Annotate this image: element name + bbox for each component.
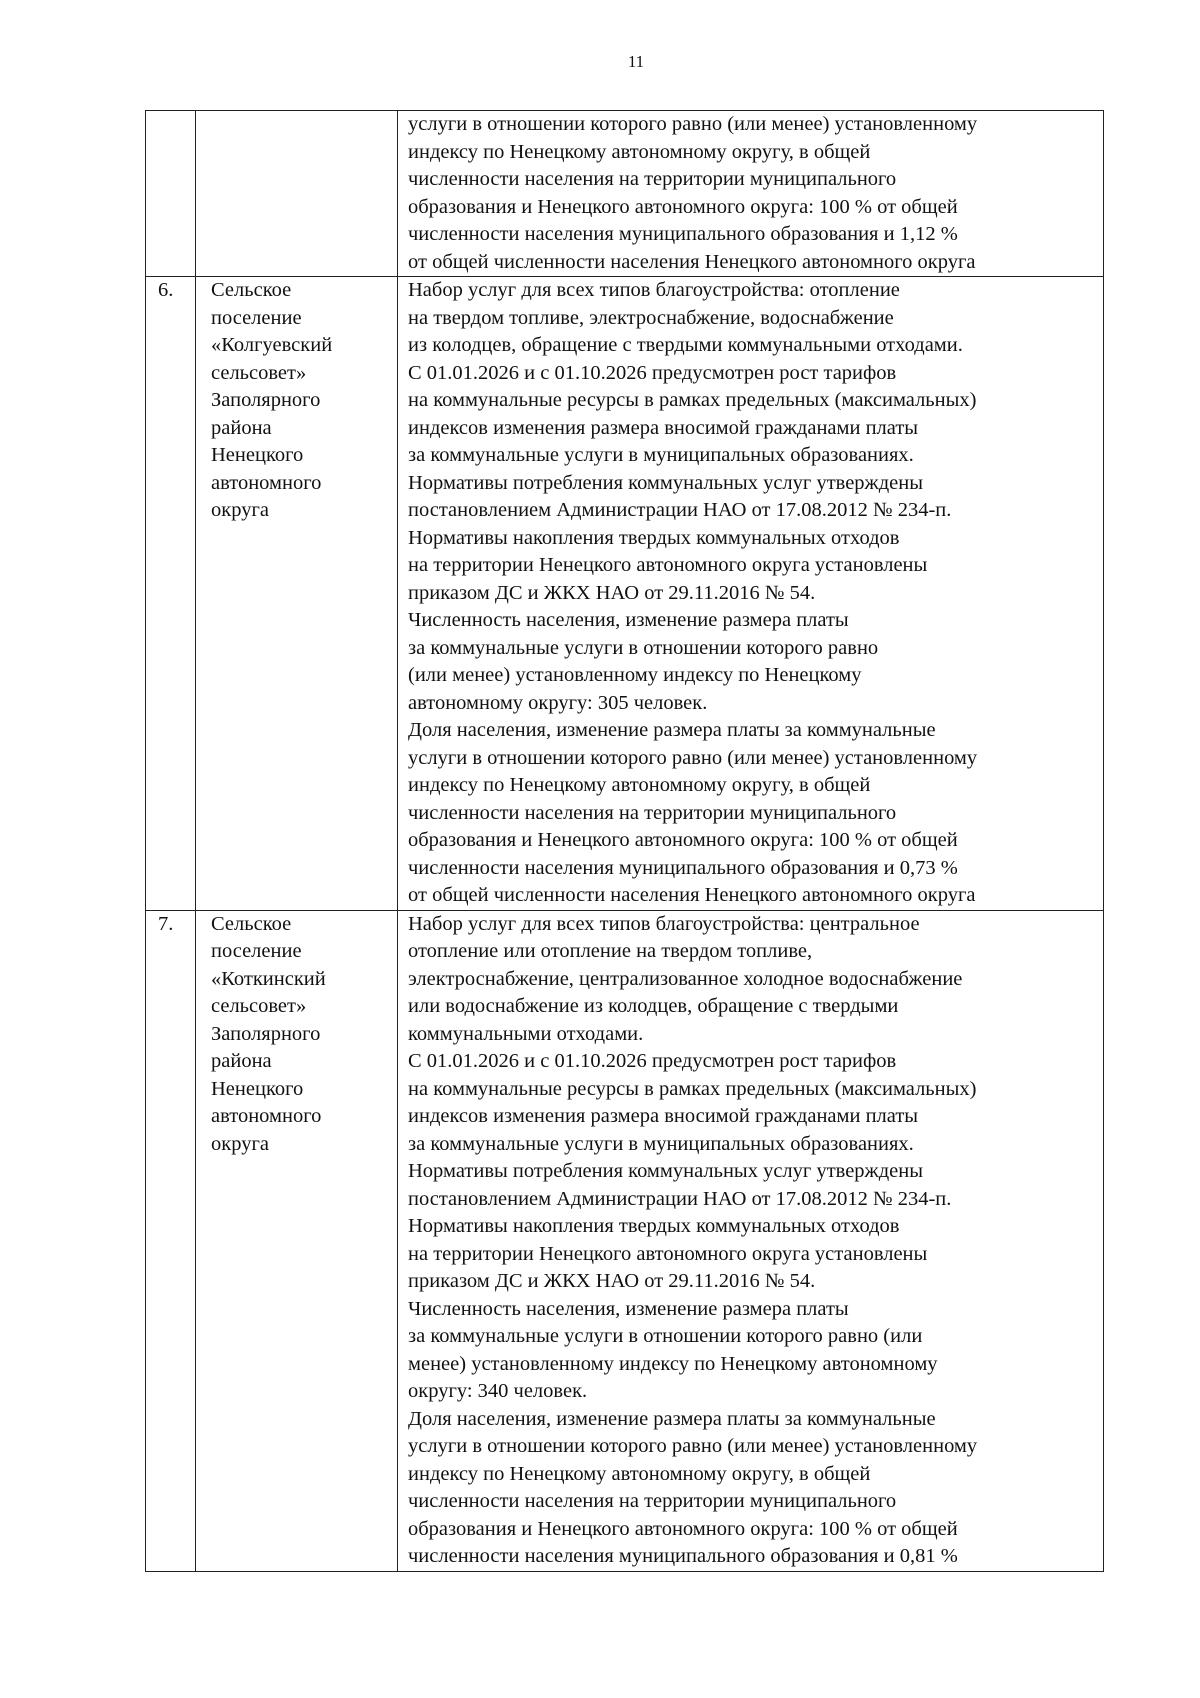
description-line: за коммунальные услуги в муниципальных образованиях.: [408, 444, 914, 466]
description-line: округу: 340 человек.: [408, 1380, 588, 1402]
description-line: услуги в отношении которого равно (или менее) установленному: [408, 746, 978, 769]
description-line: Нормативы потребления коммунальных услуг утверждены: [408, 1160, 923, 1182]
description-line: индексов изменения размера вносимой гражданами платы: [408, 416, 919, 439]
table-row: [146, 277, 1104, 911]
description-line: Набор услуг для всех типов благоустройства: отопление: [408, 279, 900, 301]
description-line: постановлением Администрации НАО от 17.08.2012 № 234-п.: [408, 499, 952, 521]
description-line: численности населения муниципального образования и 0,81 %: [408, 1545, 958, 1567]
description-line: С 01.01.2026 и с 01.10.2026 предусмотрен рост тарифов: [408, 361, 897, 384]
description-line: Нормативы накопления твердых коммунальных отходов: [408, 526, 900, 549]
municipality-name-line: округа: [211, 499, 269, 521]
municipality-name: [196, 910, 398, 1571]
description-line: постановлением Администрации НАО от 17.08.2012 № 234-п.: [408, 1187, 952, 1210]
description-line: численности населения на территории муниципального: [408, 801, 897, 824]
description-line: образования и Ненецкого автономного округа: 100 % от общей: [408, 1517, 958, 1540]
description-line: численности населения муниципального образования и 0,73 %: [408, 856, 958, 879]
description-line: Доля населения, изменение размера платы за коммунальные: [408, 1407, 936, 1430]
municipality-name-line: Ненецкого: [211, 444, 304, 466]
table-row: [146, 111, 1104, 277]
municipality-name-line: Ненецкого: [211, 1077, 304, 1100]
description-line: (или менее) установленному индексу по Ненецкому: [408, 664, 862, 686]
municipality-name-line: Сельское: [211, 279, 292, 301]
description-line: индексу по Ненецкому автономному округу, в общей: [408, 140, 871, 163]
description-line: услуги в отношении которого равно (или менее) установленному: [408, 1435, 978, 1457]
description-line: Нормативы потребления коммунальных услуг утверждены: [408, 471, 923, 494]
municipality-name-line: Заполярного: [211, 389, 321, 411]
description-line: от общей численности населения Ненецкого автономного округа: [408, 250, 976, 273]
row-number: 6.: [146, 277, 196, 911]
description: [398, 910, 1104, 1571]
description-line: электроснабжение, централизованное холодное водоснабжение: [408, 967, 963, 990]
description-line: из колодцев, обращение с твердыми коммунальными отходами.: [408, 334, 963, 356]
description-line: образования и Ненецкого автономного округа: 100 % от общей: [408, 829, 958, 851]
description-line: С 01.01.2026 и с 01.10.2026 предусмотрен рост тарифов: [408, 1050, 897, 1072]
row-number: [146, 111, 196, 277]
description-line: за коммунальные услуги в муниципальных образованиях.: [408, 1132, 914, 1155]
municipality-name: [196, 277, 398, 911]
description-line: коммунальными отходами.: [408, 1022, 644, 1045]
description-line: на твердом топливе, электроснабжение, водоснабжение: [408, 306, 894, 329]
description: [398, 111, 1104, 277]
page-number: 11: [627, 52, 645, 71]
description-line: за коммунальные услуги в отношении которого равно (или: [408, 1325, 923, 1347]
description-line: Набор услуг для всех типов благоустройства: центральное: [408, 912, 920, 935]
municipality-name-line: округа: [211, 1132, 269, 1155]
description-line: на территории Ненецкого автономного округа установлены: [408, 554, 928, 576]
municipality-name-line: Сельское: [211, 912, 292, 935]
description-line: менее) установленному индексу по Ненецкому автономному: [408, 1352, 938, 1375]
description-line: численности населения на территории муниципального: [408, 1490, 897, 1512]
municipality-name-line: автономного: [211, 1105, 322, 1127]
description-line: от общей численности населения Ненецкого автономного округа: [408, 884, 976, 906]
municipality-name-line: Заполярного: [211, 1022, 321, 1045]
municipality-name: [196, 111, 398, 277]
description-line: отопление или отопление на твердом топливе,: [408, 940, 813, 962]
description-line: приказом ДС и ЖКХ НАО от 29.11.2016 № 54.: [408, 1270, 816, 1292]
description-line: Доля населения, изменение размера платы за коммунальные: [408, 719, 936, 741]
municipality-name-line: района: [211, 416, 272, 439]
tariff-table: [145, 110, 1104, 1572]
description-line: приказом ДС и ЖКХ НАО от 29.11.2016 № 54.: [408, 581, 816, 604]
description: [398, 277, 1104, 911]
description-line: автономному округу: 305 человек.: [408, 691, 708, 714]
description-line: индексу по Ненецкому автономному округу, в общей: [408, 1462, 871, 1485]
description-line: численности населения на территории муниципального: [408, 168, 897, 190]
description-line: на коммунальные ресурсы в рамках предельных (максимальных): [408, 1077, 977, 1100]
municipality-name-line: «Колгуевский: [211, 334, 333, 356]
description-line: индексу по Ненецкому автономному округу, в общей: [408, 774, 871, 796]
municipality-name-line: сельсовет»: [211, 995, 307, 1017]
description-line: услуги в отношении которого равно (или менее) установленному: [408, 113, 978, 135]
row-number: 7.: [146, 910, 196, 1571]
description-line: Численность населения, изменение размера платы: [408, 1297, 849, 1320]
municipality-name-line: поселение: [211, 940, 302, 962]
municipality-name-line: автономного: [211, 471, 322, 494]
description-line: индексов изменения размера вносимой гражданами платы: [408, 1105, 919, 1127]
table-row: [146, 910, 1104, 1571]
description-line: на территории Ненецкого автономного округа установлены: [408, 1242, 928, 1265]
municipality-name-line: поселение: [211, 306, 302, 329]
description-line: численности населения муниципального образования и 1,12 %: [408, 223, 958, 245]
municipality-name-line: «Коткинский: [211, 967, 326, 990]
municipality-name-line: района: [211, 1050, 272, 1072]
description-line: на коммунальные ресурсы в рамках предельных (максимальных): [408, 389, 977, 411]
municipality-name-line: сельсовет»: [211, 361, 307, 384]
description-line: образования и Ненецкого автономного округа: 100 % от общей: [408, 195, 958, 218]
description-line: за коммунальные услуги в отношении которого равно: [408, 636, 879, 659]
description-line: или водоснабжение из колодцев, обращение с твердыми: [408, 995, 899, 1017]
description-line: Нормативы накопления твердых коммунальных отходов: [408, 1215, 900, 1237]
description-line: Численность населения, изменение размера платы: [408, 609, 849, 631]
